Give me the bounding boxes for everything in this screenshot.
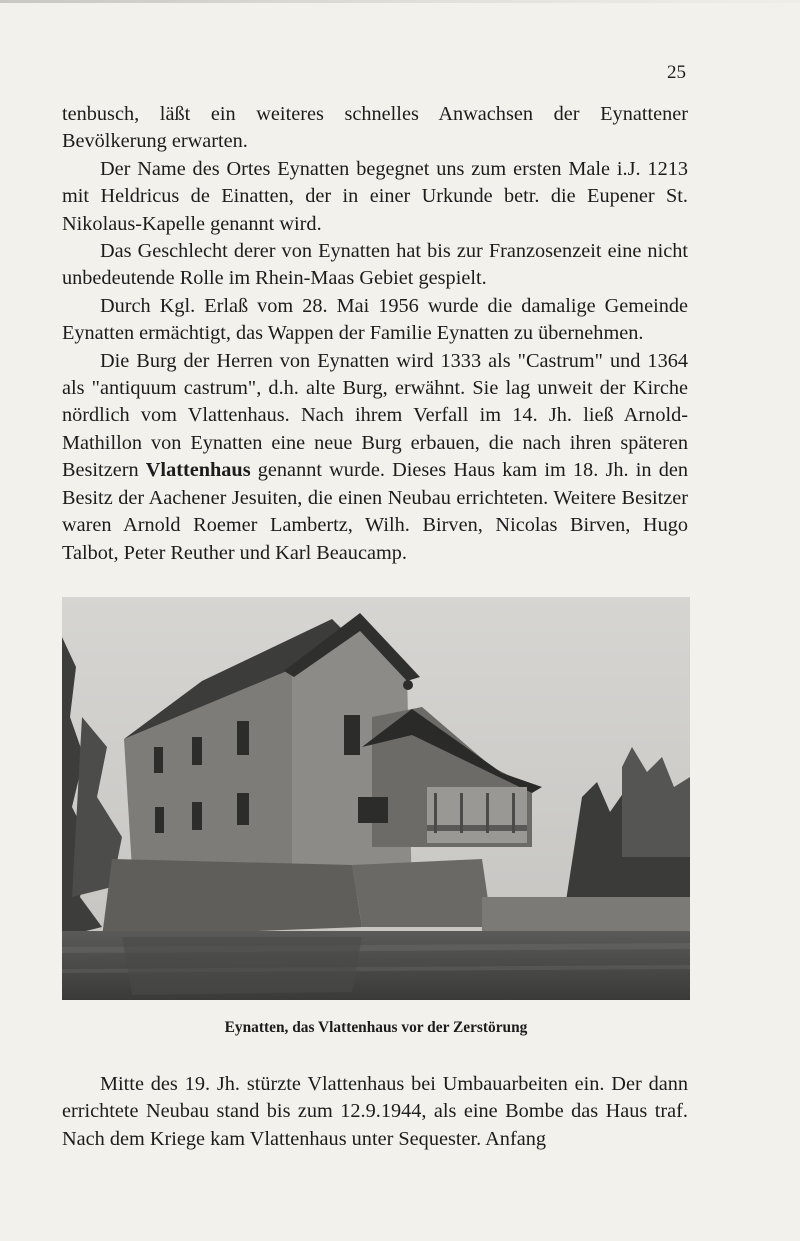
vlattenhaus-photo xyxy=(62,597,690,1000)
paragraph-name-origin: Der Name des Ortes Eynatten begegnet uns zum ersten Male i.J. 1213 mit Heldricus de Einatten, der in einer Urkunde betr. die Eupener St. Nikolaus-Kapelle genannt wird. xyxy=(62,157,688,235)
castle-history-text-b: genannt wurde. Dieses Haus kam im 18. Jh. in den Besitz der Aachener Jesuiten, die einen Neubau errichteten. Weitere Besitzer waren Arnold Roemer Lambertz, Wilh. Birven, Nicolas Birven, Hugo Talbot, Peter Reuther und Karl Beaucamp. xyxy=(62,459,688,564)
paragraph-coat-of-arms: Durch Kgl. Erlaß vom 28. Mai 1956 wurde die damalige Gemeinde Eynatten ermächtigt, das Wappen der Familie Eynatten zu übernehmen. xyxy=(62,294,688,345)
vlattenhaus-bold: Vlattenhaus xyxy=(145,459,251,482)
paragraph-family: Das Geschlecht derer von Eynatten hat bis zur Franzosenzeit eine nicht unbedeutende Rolle im Rhein-Maas Gebiet gespielt. xyxy=(62,240,688,290)
paragraph-continuation: tenbusch, läßt ein weiteres schnelles Anwachsen der Eynattener Bevölkerung erwarten. xyxy=(62,103,688,153)
body-text-lower xyxy=(62,1071,688,1153)
paragraph-castle-history xyxy=(62,348,688,567)
figure-caption: Eynatten, das Vlattenhaus vor der Zerstörung xyxy=(224,1019,528,1036)
paragraph-after-figure: Mitte des 19. Jh. stürzte Vlattenhaus bei Umbauarbeiten ein. Der dann errichtete Neubau stand bis zum 12.9.1944, als eine Bombe das Haus traf. Nach dem Kriege kam Vlattenhaus unter Sequester. Anfang xyxy=(62,1073,688,1150)
top-edge-rule xyxy=(0,0,800,3)
body-text-upper xyxy=(62,101,688,567)
castle-history-text-a: Die Burg der Herren von Eynatten wird 1333 als "Castrum" und 1364 als "antiquum castrum", d.h. alte Burg, erwähnt. Sie lag unweit der Kirche nördlich vom Vlattenhaus. Nach ihrem Verfall im 14. Jh. ließ Arnold-Mathillon von Eynatten eine neue Burg erbauen, die nach ihren späteren Besitzern xyxy=(62,349,688,482)
page-number: 25 xyxy=(667,62,686,83)
